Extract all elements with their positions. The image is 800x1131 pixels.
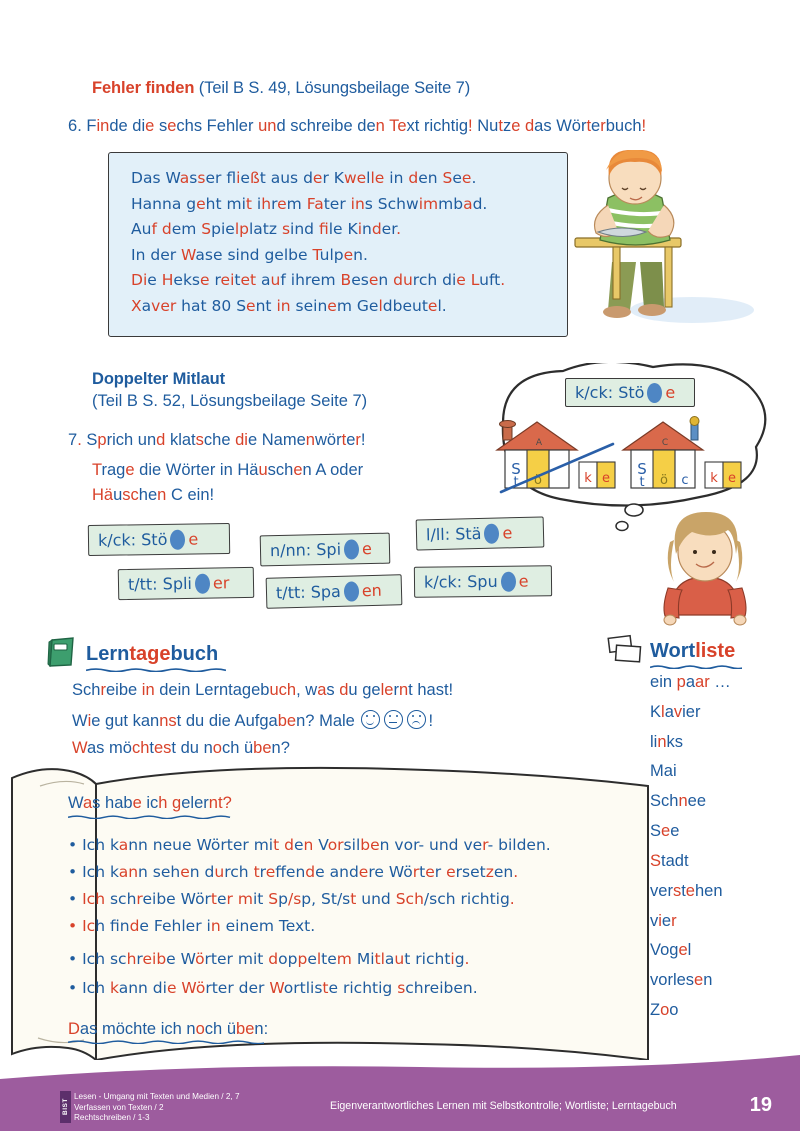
checklist-question: Was habe ich gelernt? [68, 794, 232, 812]
wortliste-title-p2: liste [695, 640, 736, 662]
error-line: Auf dem Spielplatz sind fle Kinder. [131, 220, 402, 238]
wortliste-title [650, 640, 735, 663]
svg-text:k: k [710, 471, 718, 486]
word-card [416, 516, 545, 550]
gap-circle [647, 383, 662, 403]
word-card-suffix: er [212, 573, 230, 593]
checklist-item-text: Ich kann neue Wörter mit den Vorsilben vor- und ver- bilden. [82, 836, 551, 854]
word-card-suffix: e [518, 571, 529, 591]
wortliste-word: Zoo [650, 1001, 679, 1019]
svg-text:S: S [511, 460, 521, 478]
page-footer [0, 1083, 800, 1131]
task6-heading-rest: (Teil B S. 49, Lösungsbeilage Seite 7) [194, 79, 471, 97]
footer-standard-line: Verfassen von Texten / 2 [74, 1102, 164, 1112]
lerntagebuch-title-p3: buch [170, 643, 219, 665]
word-card-prefix: k/ck: Spu [423, 571, 498, 592]
bubble-card-suffix: e [665, 383, 676, 402]
checklist-item-text: Ich kann die Wörter der Wortliste richtig schreiben. [82, 979, 478, 997]
wortliste-word: vorlesen [650, 971, 713, 989]
svg-text:k: k [584, 471, 592, 486]
word-card-prefix: l/ll: Stä [425, 523, 482, 545]
footer-standard-line: Rechtschreiben / 1-3 [74, 1113, 150, 1123]
svg-text:A: A [535, 438, 543, 448]
wortliste-word: Vogel [650, 941, 692, 959]
word-card-prefix: t/tt: Spli [127, 573, 193, 595]
wortliste-word: Stadt [650, 852, 689, 870]
boy-at-desk-illustration [572, 150, 772, 335]
task6-instruction: 6. Finde die sechs Fehler und schreibe den Text richtig! Nutze das Wörterbuch! [68, 117, 647, 135]
gap-circle [170, 529, 185, 549]
checklist-item: • Ich schreibe Wörter mit Sp/sp, St/st und Sch/sch richtig. [68, 890, 515, 908]
footer-curve [0, 1053, 800, 1087]
lerntagebuch-line-2 [72, 710, 433, 731]
girl-thinking-illustration [640, 510, 770, 635]
error-line: Das Wasser fießt aus der Kwelle in den See. [131, 169, 477, 187]
wortliste-underline [650, 664, 742, 669]
word-card-suffix: e [361, 539, 373, 559]
wortliste-word: verstehen [650, 882, 723, 900]
task7-instruction-2: Trage die Wörter in Häuschen A oder [92, 461, 364, 479]
svg-text:c: c [681, 473, 689, 488]
checklist-item-text: Ich kann sehen durch trefende andere Wörter ersetzen. [82, 863, 519, 881]
svg-text:ö: ö [660, 473, 668, 488]
checklist-item: • Ich kann sehen durch trefende andere Wörter ersetzen. [68, 863, 519, 881]
word-cards-icon [606, 634, 646, 670]
green-notebook-icon [46, 636, 78, 668]
bubble-card-prefix: k/ck: Stö [575, 383, 645, 402]
svg-text:e: e [602, 471, 610, 486]
word-card [88, 523, 230, 556]
wortliste-word: links [650, 733, 684, 751]
letter-houses-illustration [495, 412, 765, 504]
gap-circle [195, 573, 210, 593]
smiley-happy-icon [361, 710, 380, 729]
checklist-item-text: Ich schreibe Wörter mit doppeltem Mitlaut richtig. [82, 950, 470, 968]
word-card-suffix: e [502, 523, 513, 543]
svg-text:e: e [728, 471, 736, 486]
wortliste-word: vier [650, 912, 677, 930]
word-card-prefix: k/ck: Stö [97, 529, 168, 550]
error-line: In der Wase sind gelbe Tulpen. [131, 245, 368, 264]
footer-standards [74, 1092, 240, 1124]
word-card [414, 565, 552, 597]
svg-text:t: t [639, 475, 645, 490]
task7-heading [92, 370, 225, 389]
gap-circle [484, 523, 499, 543]
checklist-item: • Ich fnde Fehler in einem Text. [68, 917, 316, 935]
bist-badge: BIST [60, 1091, 71, 1123]
checklist-item: • Ich schreibe Wörter mit doppeltem Mitlaut richtig. [68, 950, 470, 968]
svg-text:S: S [637, 460, 647, 478]
task7-instruction-3: Häuschen C ein! [92, 486, 215, 504]
smiley-neutral-icon [384, 710, 403, 729]
svg-text:C: C [661, 438, 669, 448]
svg-text:ö: ö [534, 473, 542, 488]
error-line: Xaver hat 80 Sent in seinem Geldbeutel. [131, 296, 447, 315]
gap-circle [344, 581, 360, 601]
footer-topic: Eigenverantwortliches Lernen mit Selbstkontrolle; Wortliste; Lerntagebuch [330, 1100, 677, 1112]
word-card-prefix: t/tt: Spa [275, 581, 342, 603]
error-line: Hanna geht mit ihrem Fater ins Schwimmbad. [131, 194, 488, 213]
lerntagebuch-title [86, 643, 218, 666]
lerntagebuch-title-p2: tage [129, 643, 171, 665]
wortliste-title-p1: Wort [650, 640, 696, 662]
checklist-question-underline [68, 814, 238, 819]
lerntagebuch-line-1: Schreibe in dein Lerntagebuch, was du gelernt hast! [72, 681, 454, 699]
lerntagebuch-line-2-text: Wie gut kannst du die Aufgaben? Male [72, 712, 355, 730]
lerntagebuch-line-2-post: ! [428, 712, 434, 730]
checklist-item: • Ich kann neue Wörter mit den Vorsilben vor- und ver- bilden. [68, 836, 551, 854]
checklist-closing-underline [68, 1039, 264, 1044]
task7-instruction-1: 7. Sprich und klatsche die Namenwörter! [68, 431, 366, 449]
checklist-item-text: Ich fnde Fehler in einem Text. [82, 917, 316, 935]
wortliste-word: See [650, 822, 680, 840]
page-number: 19 [749, 1094, 772, 1116]
lerntagebuch-line-3: Was möchtest du noch üben? [72, 739, 290, 757]
checklist-item-text: Ich schreibe Wörter mit Sp/sp, St/st und Sch/sch richtig. [82, 890, 515, 908]
task7-subheading: (Teil B S. 52, Lösungsbeilage Seite 7) [92, 392, 368, 410]
wortliste-word: Klavier [650, 703, 701, 721]
checklist-item: • Ich kann die Wörter der Wortliste richtig schreiben. [68, 979, 478, 997]
task6-heading [92, 79, 470, 98]
wortliste-word: Mai [650, 762, 677, 780]
gap-circle [501, 571, 516, 591]
word-card [266, 574, 403, 609]
word-card-suffix: en [361, 580, 383, 601]
thought-dots [610, 500, 646, 540]
error-line: Die Hekse reitet auf ihrem Besen durch die Luft. [131, 271, 506, 289]
lerntagebuch-title-p1: Lern [86, 643, 130, 665]
word-card-prefix: n/nn: Spi [269, 539, 342, 561]
footer-standard-line: Lesen - Umgang mit Texten und Medien / 2, 7 [74, 1092, 240, 1101]
wortliste-word: ein paar … [650, 673, 731, 691]
lerntagebuch-underline [86, 667, 226, 672]
svg-text:t: t [513, 475, 519, 490]
task7-heading-bold: Doppelter Mitlaut [92, 370, 226, 388]
wortliste-word: Schnee [650, 792, 707, 810]
word-card [118, 567, 255, 600]
gap-circle [344, 539, 359, 559]
checklist-closing: Das möchte ich noch üben: [68, 1020, 269, 1038]
bubble-word-card [565, 378, 695, 407]
smiley-sad-icon [407, 710, 426, 729]
word-card [260, 533, 391, 567]
word-card-suffix: e [188, 529, 199, 549]
error-text-box [108, 152, 568, 337]
task6-heading-bold: Fehler finden [92, 79, 195, 97]
